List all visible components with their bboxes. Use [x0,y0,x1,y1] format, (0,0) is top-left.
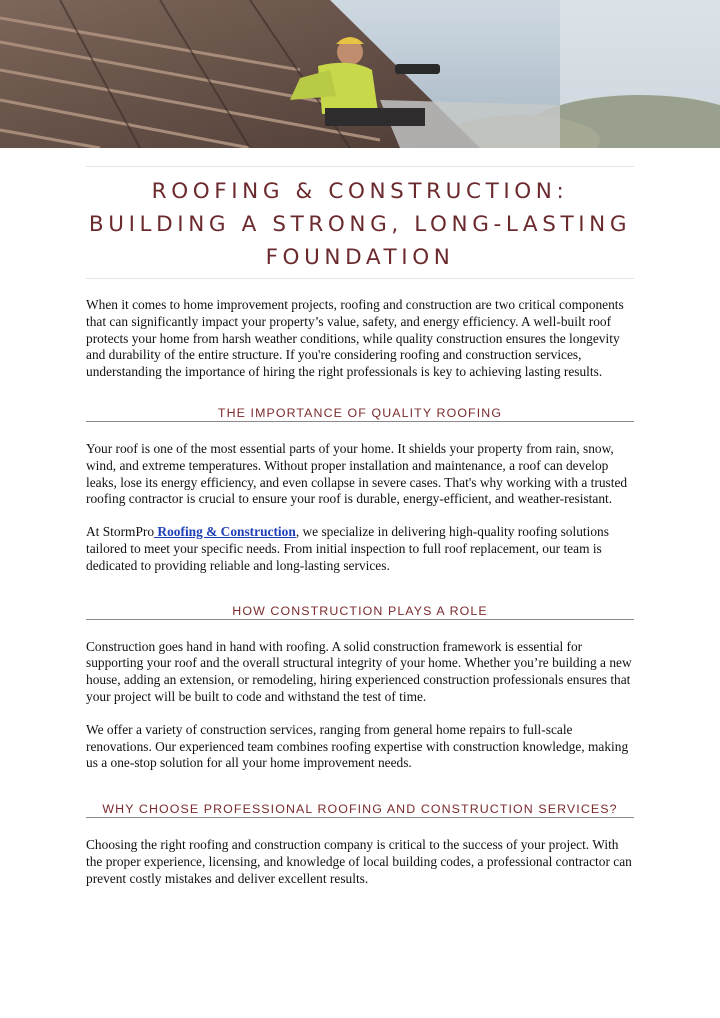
stormpro-text: At StormPro [86,524,155,540]
article-body [86,297,634,888]
page-title [86,175,634,274]
why-choose-paragraph-1: Choosing the right roofing and construction company is critical to the success of your project. With the proper experience, licensing, and knowledge of local building codes, a professional contractor can prevent costly mistakes and deliver excellent results. [86,837,632,886]
roofer-photo [0,0,720,148]
page-title-line-3: FOUNDATION [265,245,455,270]
section-heading-construction-role: HOW CONSTRUCTION PLAYS A ROLE [86,604,634,620]
quality-roofing-paragraph-1: Your roof is one of the most essential parts of your home. It shields your property from rain, snow, wind, and extreme temperatures. Without proper installation and maintenance, a roof can develop leaks, lose its energy efficiency, and even collapse in severe cases. That's why working with a trusted roofing contractor is crucial to ensure your roof is durable, energy-efficient, and weather-resistant. [86,440,628,507]
page-title-line-1: ROOFING & CONSTRUCTION: [151,179,569,204]
page-title-line-2: BUILDING A STRONG, LONG-LASTING [88,212,632,237]
roofing-construction-link[interactable]: Roofing & Construction [154,524,296,540]
title-block [86,166,634,279]
hero-image [0,0,720,148]
section-heading-quality-roofing: THE IMPORTANCE OF QUALITY ROOFING [86,406,634,422]
construction-role-paragraph-1: Construction goes hand in hand with roofing. A solid construction framework is essential for supporting your roof and the overall structural integrity of your home. Whether you’re building a new house, adding an extension, or remodeling, hiring experienced construction professionals ensures that your project will be built to code and withstand the test of time. [86,638,632,704]
construction-role-paragraph-2: We offer a variety of construction services, ranging from general home repairs to full-scale renovations. Our experienced team combines roofing expertise with construction knowledge, making us a one-stop solution for all your home improvement needs. [86,721,629,771]
quality-roofing-paragraph-2 [86,524,634,574]
stormpro-text-rest: , we specialize in delivering high-quality roofing solutions tailored to meet your specific needs. From initial inspection to full roof replacement, our team is dedicated to providing reliable and long-lasting services. [86,524,609,573]
section-heading-why-choose: WHY CHOOSE PROFESSIONAL ROOFING AND CONSTRUCTION SERVICES? [86,802,634,818]
intro-paragraph: When it comes to home improvement projects, roofing and construction are two critical components that can significantly impact your property’s value, safety, and energy efficiency. A well-built roof protects your home from harsh weather conditions, while quality construction ensures the longevity and durability of the entire structure. If you're considering roofing and construction services, understanding the importance of hiring the right professionals is key to achieving lasting results. [86,297,624,380]
